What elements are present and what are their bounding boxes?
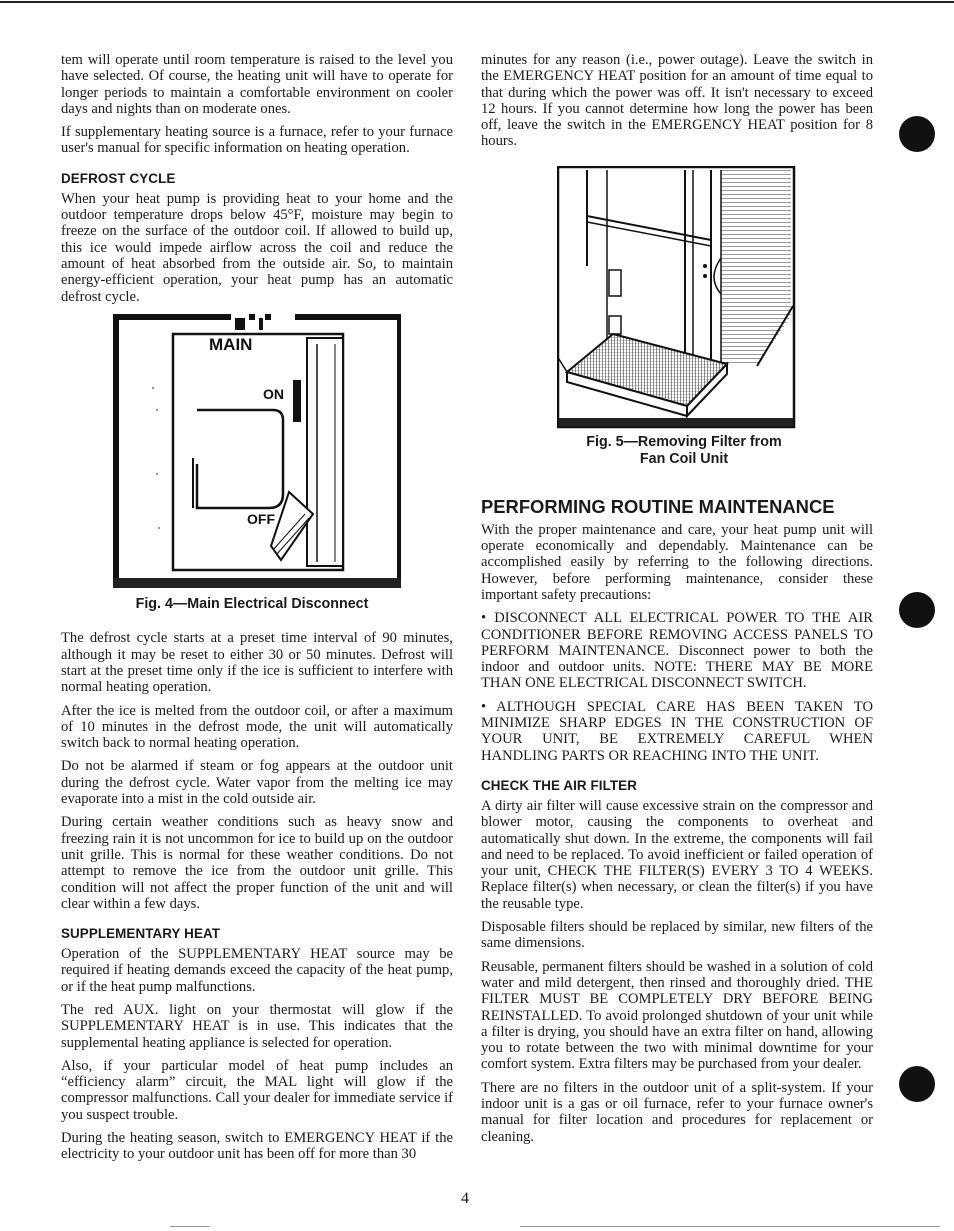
supplementary-paragraph-3: Also, if your particular model of heat pump includes an “efficiency alarm” circuit, the MAL light will glow if the compressor malfunctions. Call your dealer for immediate service if you suspect trouble. — [61, 1057, 453, 1123]
binder-hole-2 — [899, 592, 935, 628]
air-filter-paragraph-1: A dirty air filter will cause excessive strain on the compressor and blower motor, causing the components to overheat and automatically shut down. In the extreme, the components will fail and need to be replaced. To avoid inefficient or failed operation of your unit, CHECK THE FILTER(S) EVERY 3 TO 4 WEEKS. Replace filter(s) when necessary, or clean the filter(s) if you have the reusable type. — [481, 797, 873, 912]
supplementary-heat-heading: SUPPLEMENTARY HEAT — [61, 926, 221, 942]
emergency-heat-continued: minutes for any reason (i.e., power outage). Leave the switch in the EMERGENCY HEAT position for an amount of time equal to that during which the power was off. It isn't necessary to exceed 12 hours. If you cannot determine how long the power has been off, leave the switch in the EMERGENCY HEAT position for 8 hours. — [481, 52, 873, 150]
defrost-paragraph-3: After the ice is melted from the outdoor coil, or after a maximum of 10 minutes in the defrost mode, the unit will automatically switch back to normal heating operation. — [61, 702, 453, 752]
air-filter-paragraph-4: There are no filters in the outdoor unit of a split-system. If your indoor unit is a gas or oil furnace, refer to your furnace owner's manual for filter location and procedures for replacement or cleaning. — [481, 1079, 873, 1145]
figure-5 — [481, 166, 873, 430]
top-rule — [0, 1, 954, 3]
air-filter-paragraph-3: Reusable, permanent filters should be washed in a solution of cold water and mild detergent, then rinsed and thoroughly dried. THE FILTER MUST BE COMPLETELY DRY BEFORE BEING REINSTALLED. To avoid prolonged shutdown of your unit while a filter is drying, you should have an extra filter on hand, allowing you to rotate between the two with minimal downtime for your comfort system. Extra filters may be purchased from your dealer. — [481, 958, 873, 1073]
safety-bullet-1: • DISCONNECT ALL ELECTRICAL POWER TO THE AIR CONDITIONER BEFORE REMOVING ACCESS PANELS TO PERFORM MAINTENANCE. Disconnect power to both the indoor and outdoor units. NOTE: THERE MAY BE MORE THAN ONE ELECTRICAL DISCONNECT SWITCH. — [481, 610, 873, 692]
page-number: 4 — [461, 1190, 469, 1207]
air-filter-heading: CHECK THE AIR FILTER — [481, 777, 637, 793]
label-off: OFF — [247, 510, 275, 527]
binder-hole-1 — [899, 116, 935, 152]
main-disconnect-illustration — [113, 314, 403, 590]
figure-4 — [61, 314, 453, 590]
fan-coil-filter-illustration — [557, 166, 797, 430]
label-main: MAIN — [209, 334, 253, 354]
defrost-paragraph-2: The defrost cycle starts at a preset time interval of 90 minutes, although it may be reset to either 30 or 50 minutes. Defrost will start at the preset time only if the ice is sufficient to interfere with normal heating operation. — [61, 630, 453, 696]
intro-paragraph-2: If supplementary heating source is a furnace, refer to your furnace user's manual for specific information on heating operation. — [61, 124, 453, 157]
intro-paragraph-1: tem will operate until room temperature is raised to the level you have selected. Of course, the heating unit will have to operate for longer periods to maintain a comfortable environment on cooler days and nights than on moderate ones. — [61, 52, 453, 117]
supplementary-paragraph-1: Operation of the SUPPLEMENTARY HEAT source may be required if heating demands exceed the capacity of the heat pump, or if the heat pump malfunctions. — [61, 946, 453, 995]
figure-5-caption-line-1: Fig. 5—Removing Filter from — [586, 433, 782, 450]
supplementary-paragraph-2: The red AUX. light on your thermostat will glow if the SUPPLEMENTARY HEAT is in use. This indicates that the supplemental heating appliance is selected for operation. — [61, 1002, 453, 1051]
label-on: ON — [263, 385, 284, 402]
safety-bullet-2: • ALTHOUGH SPECIAL CARE HAS BEEN TAKEN TO MINIMIZE SHARP EDGES IN THE CONSTRUCTION OF YOUR UNIT, BE EXTREMELY CAREFUL WHEN HANDLING PARTS OR REACHING INTO THE UNIT. — [481, 698, 873, 764]
bottom-rule-left — [170, 1226, 210, 1227]
figure-4-caption: Fig. 4—Main Electrical Disconnect — [135, 595, 369, 612]
supplementary-paragraph-4: During the heating season, switch to EMERGENCY HEAT if the electricity to your outdoor unit has been off for more than 30 — [61, 1130, 453, 1163]
binder-hole-3 — [899, 1066, 935, 1102]
figure-5-caption — [481, 434, 873, 469]
defrost-paragraph-1: When your heat pump is providing heat to your home and the outdoor temperature drops below 45°F, moisture may begin to freeze on the surface of the outdoor coil. If allowed to build up, this ice would impede airflow across the coil and reduce the amount of heat absorbed from the outside air. So, to maintain energy-efficient operation, your heat pump has an automatic defrost cycle. — [61, 190, 453, 305]
left-column — [61, 52, 453, 1170]
air-filter-paragraph-2: Disposable filters should be replaced by similar, new filters of the same dimensions. — [481, 919, 873, 952]
bottom-rule-right — [520, 1226, 940, 1227]
defrost-paragraph-4: Do not be alarmed if steam or fog appears at the outdoor unit during the defrost cycle. Water vapor from the melting ice may evaporate into a mist in the cold outside air. — [61, 758, 453, 808]
defrost-cycle-heading: DEFROST CYCLE — [61, 170, 176, 186]
right-column — [481, 52, 873, 1152]
figure-5-caption-line-2: Fan Coil Unit — [639, 451, 729, 468]
defrost-paragraph-5: During certain weather conditions such as heavy snow and freezing rain it is not uncommon for ice to build up on the outdoor unit grille. This is normal for these weather conditions. Do not attempt to remove the ice from the outdoor unit grille. This condition will not affect the proper function of the unit and will clear within a few days. — [61, 814, 453, 912]
maintenance-intro: With the proper maintenance and care, your heat pump unit will operate economically and dependably. Maintenance can be accomplished easily by referring to the following directions. However, before performing maintenance, consider these important safety precautions: — [481, 521, 873, 603]
maintenance-heading: PERFORMING ROUTINE MAINTENANCE — [481, 495, 835, 517]
